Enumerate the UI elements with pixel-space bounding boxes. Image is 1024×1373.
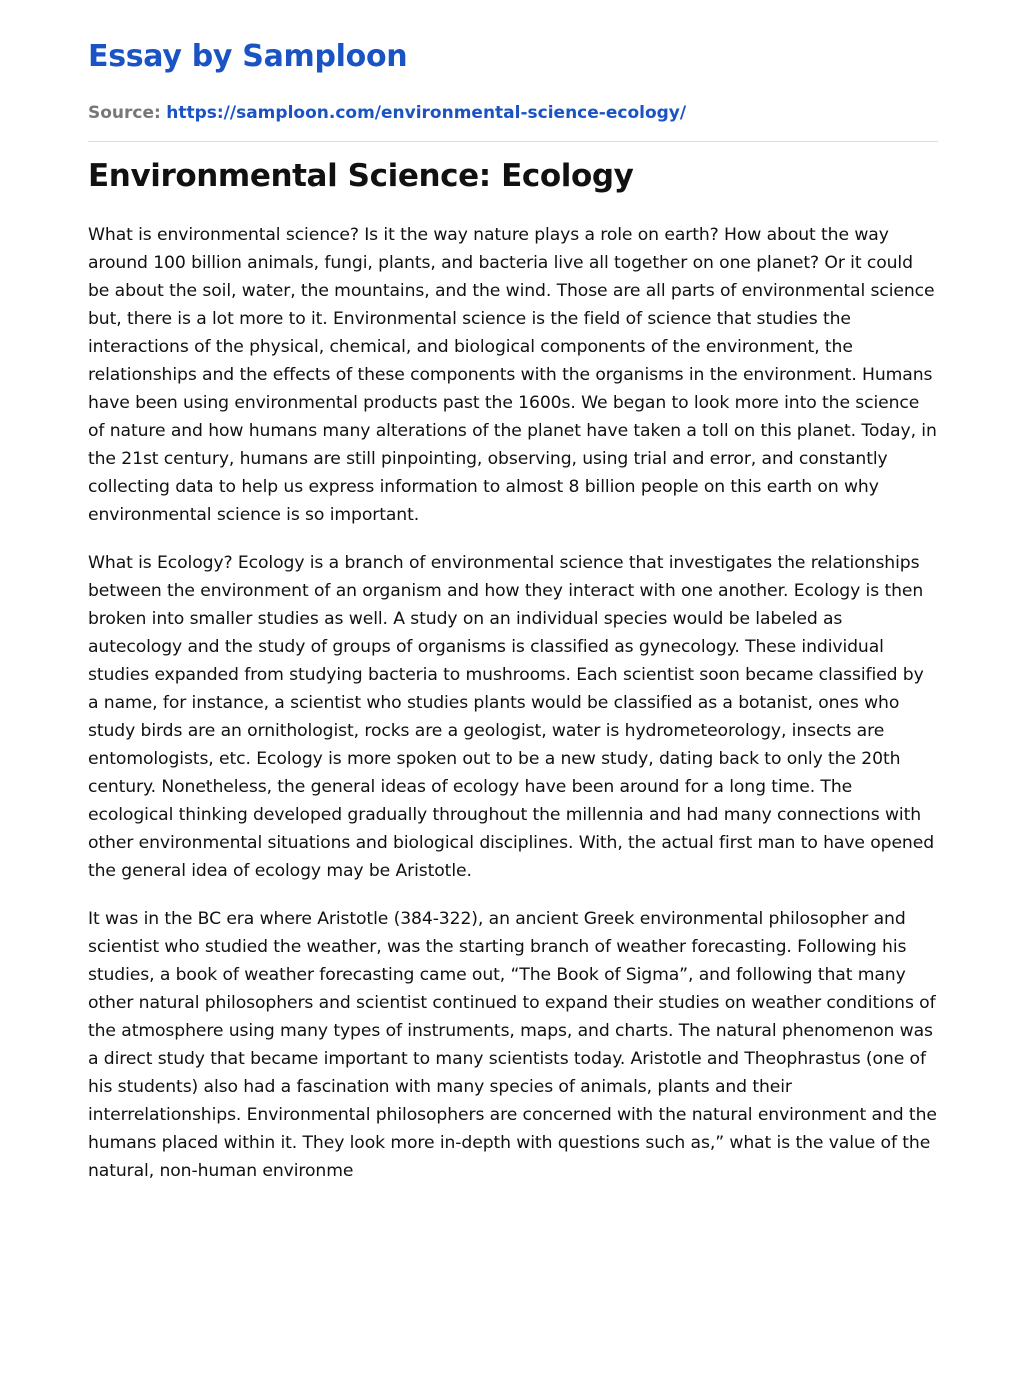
source-line <box>88 101 938 125</box>
article-paragraph-2: What is Ecology? Ecology is a branch of environmental science that investigates the relationships between the environment of an organism and how they interact with one another. Ecology is then broken into smaller studies as well. A study on an individual species would be labeled as autecology and the study of groups of organisms is classified as gynecology. These individual studies expanded from studying bacteria to mushrooms. Each scientist soon became classified by a name, for instance, a scientist who studies plants would be classified as a botanist, ones who study birds are an ornithologist, rocks are a geologist, water is hydrometeorology, insects are entomologists, etc. Ecology is more spoken out to be a new study, dating back to only the 20th century. Nonetheless, the general ideas of ecology have been around for a long time. The ecological thinking developed gradually throughout the millennia and had many connections with other environmental situations and biological disciplines. With, the actual first man to have opened the general idea of ecology may be Aristotle. <box>88 553 935 881</box>
source-label: Source: <box>88 103 161 123</box>
article-title: Environmental Science: Ecology <box>88 158 634 194</box>
header-divider <box>88 141 938 142</box>
article-paragraph-3: It was in the BC era where Aristotle (384-322), an ancient Greek environmental philosopher and scientist who studied the weather, was the starting branch of weather forecasting. Following his studies, a book of weather forecasting came out, “The Book of Sigma”, and following that many other natural philosophers and scientist continued to expand their studies on weather conditions of the atmosphere using many types of instruments, maps, and charts. The natural phenomenon was a direct study that became important to many scientists today. Aristotle and Theophrastus (one of his students) also had a fascination with many species of animals, plants and their interrelationships. Environmental philosophers are concerned with the natural environment and the humans placed within it. They look more in-depth with questions such as,” what is the value of the natural, non-human environme <box>88 909 937 1181</box>
article-paragraph-1: What is environmental science? Is it the way nature plays a role on earth? How about the way around 100 billion animals, fungi, plants, and bacteria live all together on one planet? Or it could be about the soil, water, the mountains, and the wind. Those are all parts of environmental science but, there is a lot more to it. Environmental science is the field of science that studies the interactions of the physical, chemical, and biological components of the environment, the relationships and the effects of these components with the organisms in the environment. Humans have been using environmental products past the 1600s. We began to look more into the science of nature and how humans many alterations of the planet have taken a toll on this planet. Today, in the 21st century, humans are still pinpointing, observing, using trial and error, and constantly collecting data to help us express information to almost 8 billion people on this earth on why environmental science is so important. <box>88 225 937 525</box>
article-body <box>88 221 938 1185</box>
source-link[interactable]: https://samploon.com/environmental-science-ecology/ <box>166 103 687 123</box>
essay-page <box>88 0 938 1205</box>
site-brand: Essay by Samploon <box>88 39 408 74</box>
